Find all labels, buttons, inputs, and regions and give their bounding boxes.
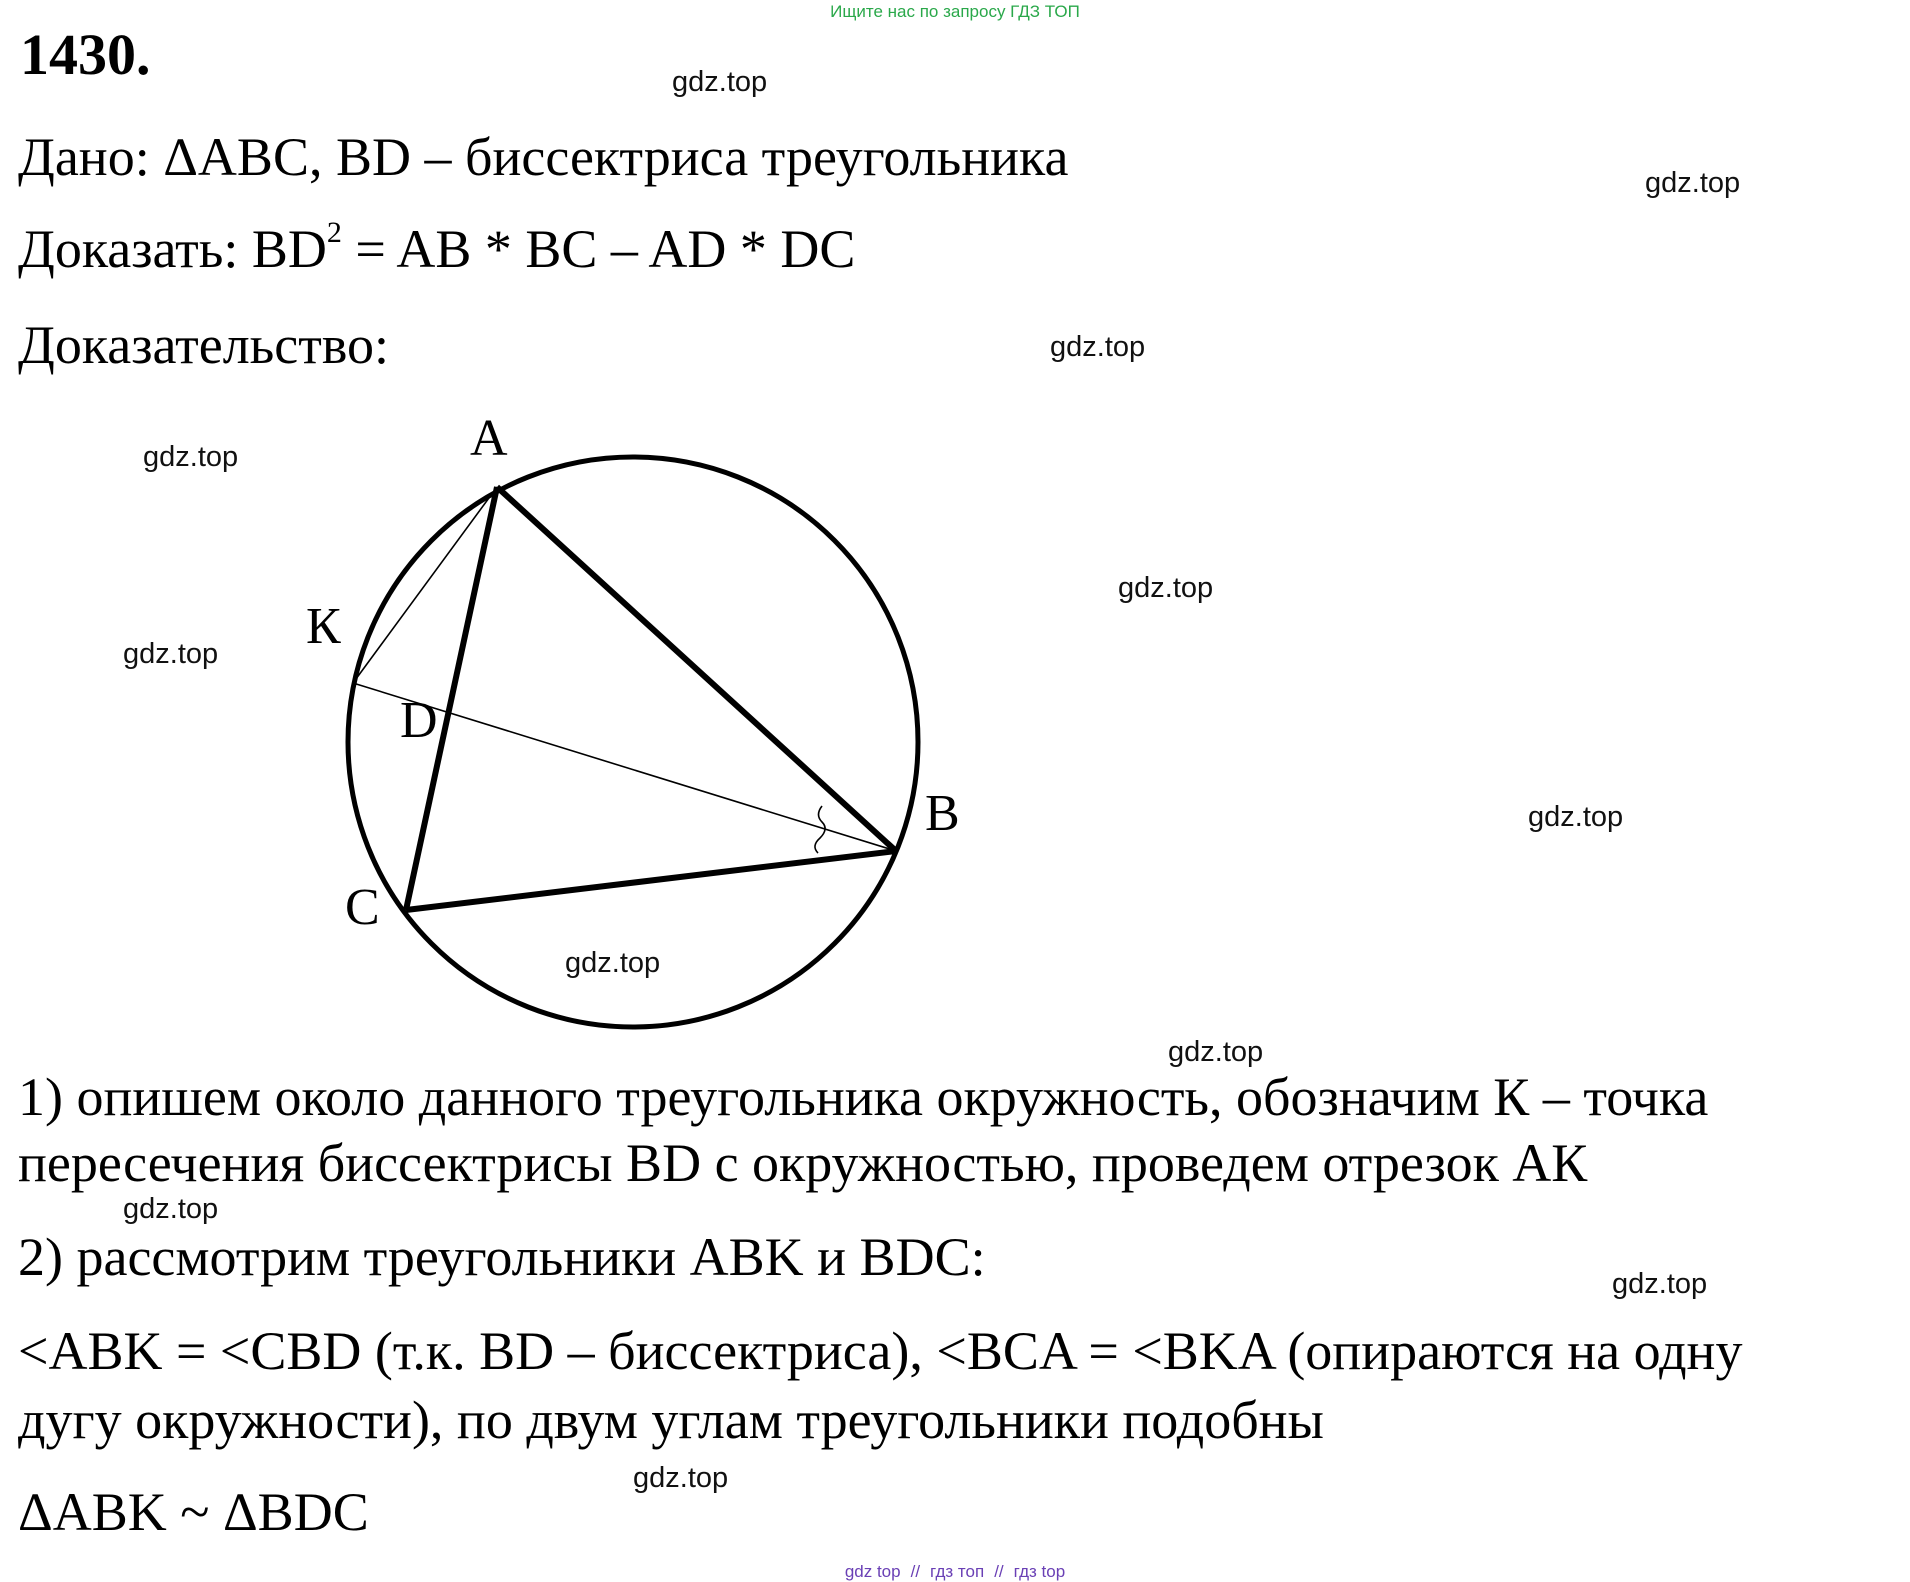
watermark: gdz.top <box>565 947 661 979</box>
prove-rest: = AB * BC – AD * DC <box>341 219 856 279</box>
watermark: gdz.top <box>143 441 239 473</box>
watermark: gdz.top <box>672 66 768 98</box>
step1-line1: 1) опишем около данного треугольника окружность, обозначим К – точка <box>18 1067 1709 1127</box>
footer-link-3[interactable]: гдз top <box>1013 1562 1066 1581</box>
watermark: gdz.top <box>633 1462 729 1494</box>
segment-bc <box>406 851 896 910</box>
step2-line: 2) рассмотрим треугольники ABK и BDC: <box>18 1227 986 1287</box>
label-k: К <box>306 598 341 655</box>
angle-mark <box>815 806 825 853</box>
step1-line2: пересечения биссектрисы BD с окружностью, проведем отрезок АК <box>18 1133 1588 1193</box>
footer-separator: // <box>994 1562 1004 1581</box>
prove-exponent: 2 <box>326 216 342 249</box>
footer-link-1[interactable]: gdz top <box>844 1562 901 1581</box>
footer-links <box>0 1562 1910 1582</box>
watermark: gdz.top <box>1528 801 1624 833</box>
watermark: gdz.top <box>123 638 219 670</box>
watermark: gdz.top <box>1612 1268 1708 1300</box>
footer-separator: // <box>910 1562 921 1581</box>
angles-line1: <ABK = <CBD (т.к. BD – биссектриса), <BCA = <BKA (опираются на одну <box>18 1321 1743 1381</box>
proof-heading: Доказательство: <box>18 315 389 375</box>
similarity-line: ΔABK ~ ΔBDC <box>18 1482 369 1542</box>
watermark: gdz.top <box>1168 1036 1264 1068</box>
angles-line2: дугу окружности), по двум углам треугольники подобны <box>18 1390 1324 1450</box>
watermark: gdz.top <box>1645 167 1741 199</box>
watermark: gdz.top <box>1050 331 1146 363</box>
given-line: Дано: ΔABC, BD – биссектриса треугольника <box>18 127 1069 187</box>
label-d: D <box>400 692 438 749</box>
label-b: B <box>925 785 960 842</box>
label-c: C <box>345 879 380 936</box>
footer-link-2[interactable]: гдз топ <box>930 1562 985 1581</box>
label-a: A <box>470 410 508 467</box>
watermark: gdz.top <box>1118 572 1214 604</box>
top-banner[interactable]: Ищите нас по запросу ГДЗ ТОП <box>830 2 1080 21</box>
prove-label: Доказать: BD <box>18 219 327 279</box>
problem-number: 1430. <box>20 22 151 87</box>
watermark: gdz.top <box>123 1193 219 1225</box>
